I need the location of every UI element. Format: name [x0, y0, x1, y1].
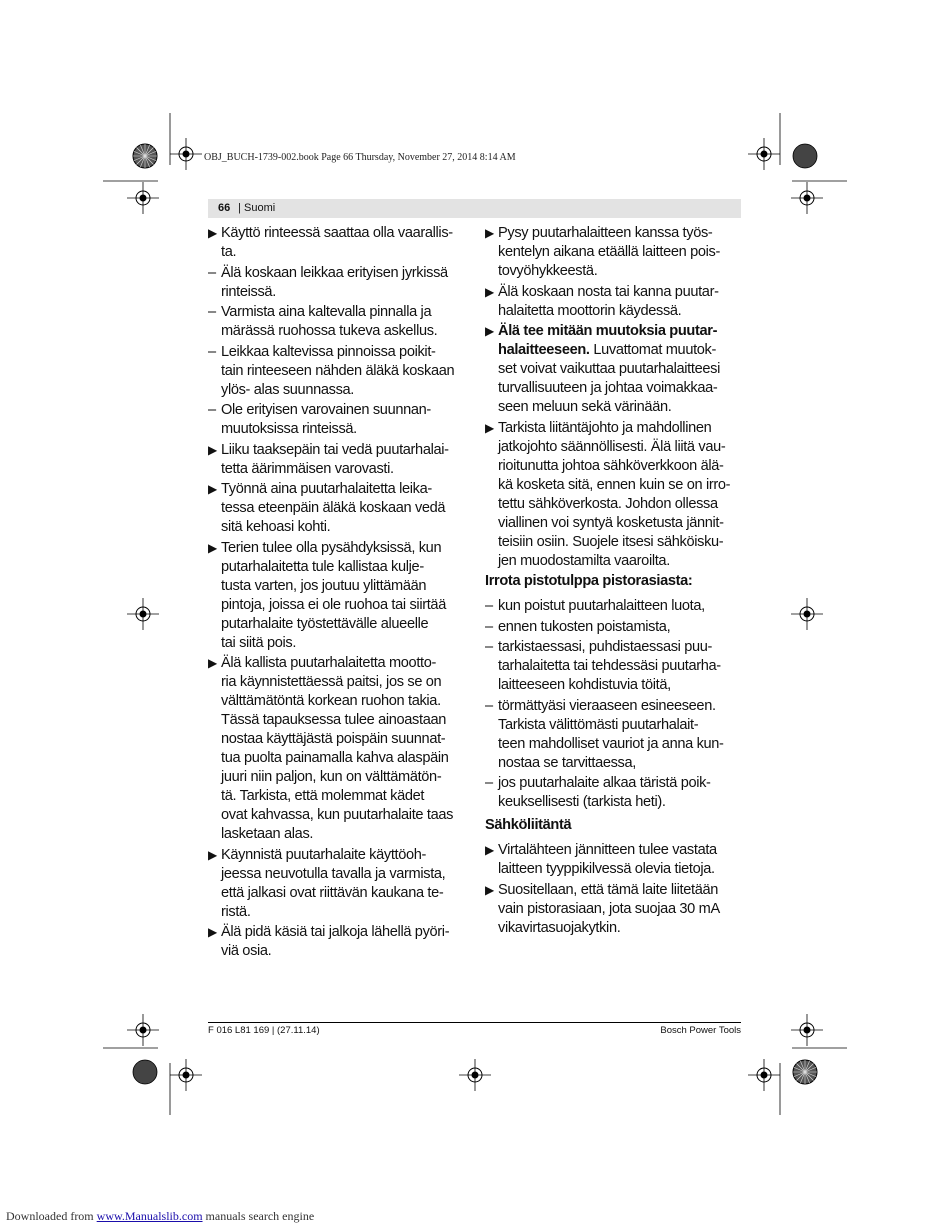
section-heading-electrical: Sähköliitäntä — [485, 817, 572, 833]
item-text — [221, 402, 431, 437]
right-list-item — [485, 224, 747, 281]
item-body: Suositellaan, että tämä laite liitetään vain pistorasiaan, jota suojaa 30 mA vikavirtasuojakytkin. — [498, 881, 720, 936]
left-list-item — [208, 539, 470, 653]
item-text — [221, 481, 445, 535]
arrow-bullet-icon: ▶ — [208, 442, 217, 457]
item-body: Käynnistä puutarhalaite käyttöoh- jeessa neuvotulla tavalla ja varmista, että jalkasi ovat riittävän kaukana te- ristä. — [221, 846, 446, 920]
dash-bullet: – — [208, 343, 216, 360]
left-list-item — [208, 654, 470, 844]
dash-bullet: – — [485, 697, 493, 714]
item-body: Pysy puutarhalaitteen kanssa työs- kentelyn aikana etäällä laitteen pois- tovyöhykkeestä. — [498, 225, 720, 279]
item-body: Virtalähteen jännitteen tulee vastata laitteen tyyppikilvessä olevia tietoja. — [498, 842, 717, 877]
dash-bullet: – — [208, 264, 216, 281]
footer-rule — [208, 1022, 741, 1023]
left-list-item — [208, 441, 470, 479]
item-body: Älä pidä käsiä tai jalkoja lähellä pyöri- viä osia. — [221, 924, 450, 959]
dash-bullet: – — [485, 775, 493, 791]
arrow-bullet-icon: ▶ — [208, 656, 217, 670]
file-slug: OBJ_BUCH-1739-002.book Page 66 Thursday, November 27, 2014 8:14 AM — [204, 152, 516, 163]
item-text — [221, 540, 446, 651]
item-body: Älä kallista puutarhalaitetta mootto- ria käynnistettäessä paitsi, jos se on välttämätöntä korkean ruohon takia. Tässä tapauksessa tulee ainoastaan nostaa käyttäjästä poispäin suunnat- tua puolta painamalla kahva alaspäin juuri niin paljon, kun on välttämätön- tä. Tarkista, että molemmat kädet ovat kahvassa, kun puutarhalaite taas lasketaan alas. — [221, 655, 454, 842]
left-list-item — [208, 480, 470, 537]
arrow-bullet-icon: ▶ — [485, 284, 494, 299]
left-list-item — [208, 343, 470, 400]
download-prefix: Downloaded from — [6, 1209, 97, 1223]
item-body: Älä koskaan leikkaa erityisen jyrkissä rinteissä. — [221, 264, 448, 300]
dash-bullet: – — [208, 304, 216, 320]
arrow-bullet-icon: ▶ — [485, 882, 494, 897]
dash-bullet: – — [485, 639, 493, 655]
item-text — [498, 619, 670, 635]
item-text — [498, 639, 721, 693]
unplug-list-item — [485, 697, 747, 773]
arrow-bullet-icon: ▶ — [208, 540, 217, 555]
left-list-item — [208, 923, 470, 961]
manualslib-link[interactable]: www.Manualslib.com — [96, 1209, 203, 1223]
left-list-item — [208, 224, 470, 262]
item-body: Älä koskaan nosta tai kanna puutar- halaitetta moottorin käydessä. — [498, 283, 719, 319]
language-label: Suomi — [244, 202, 276, 214]
item-body: Terien tulee olla pysähdyksissä, kun putarhalaitetta tule kallistaa kulje- tusta varten, jos joutuu ylittämään pintoja, joissa ei ole ruohoa tai siirtää putarhalaite työstettävälle alueelle tai siitä pois. — [221, 539, 446, 651]
item-body: Leikkaa kaltevissa pinnoissa poikit- tain rinteeseen nähden äläkä koskaan ylös- alas suunnassa. — [221, 343, 455, 398]
arrow-bullet-icon: ▶ — [485, 843, 494, 857]
item-body: Tarkista liitäntäjohto ja mahdollinen jatkojohto säännöllisesti. Älä liitä vau- rioitunutta johtoa sähköverkkoon älä- kä kosketa sitä, ennen kuin se on irro- tettu sähköverkosta. Johdon ollessa viallinen voi syntyä kosketusta jännit- teisiin osiin. Suojele itsesi sähköisku- jen muodostamilta vaaroilta. — [498, 419, 731, 569]
dash-bullet: – — [485, 618, 493, 635]
item-text — [498, 420, 730, 569]
item-body: Ole erityisen varovainen suunnan- muutoksissa rinteissä. — [221, 402, 431, 437]
download-note — [6, 1209, 314, 1224]
arrow-bullet-icon: ▶ — [485, 226, 494, 240]
item-text — [221, 304, 437, 339]
dash-bullet: – — [208, 402, 216, 418]
item-text — [498, 225, 720, 279]
left-column — [208, 224, 470, 963]
download-suffix: manuals search engine — [202, 1209, 315, 1223]
unplug-list-item — [485, 597, 747, 616]
electrical-list-item — [485, 841, 747, 879]
arrow-bullet-icon: ▶ — [485, 324, 494, 338]
arrow-bullet-icon: ▶ — [208, 847, 217, 862]
item-body: kun poistut puutarhalaitteen luota, — [498, 598, 705, 614]
section-heading-unplug: Irrota pistotulppa pistorasiasta: — [485, 573, 693, 589]
right-column — [485, 224, 747, 939]
item-text — [498, 882, 720, 936]
item-text — [498, 323, 720, 415]
unplug-list-item — [485, 638, 747, 695]
item-text — [221, 344, 454, 398]
unplug-list-item — [485, 618, 747, 637]
item-text — [221, 655, 453, 842]
header-separator: | — [238, 202, 241, 214]
unplug-list-item — [485, 774, 747, 812]
footer-doc-number: F 016 L81 169 | (27.11.14) — [208, 1025, 320, 1036]
item-body: törmättyäsi vieraaseen esineeseen. Tarkista välittömästi puutarhalait- teen mahdolliset vauriot ja anna kun- nostaa se tarvittaessa, — [498, 697, 724, 771]
left-list-item — [208, 303, 470, 341]
electrical-list-item — [485, 881, 747, 938]
right-list-item — [485, 322, 747, 417]
arrow-bullet-icon: ▶ — [208, 226, 217, 240]
item-text — [221, 924, 449, 959]
item-bold-lead: Älä tee mitään muutoksia puutar- halaitteeseen. — [498, 323, 718, 358]
page-header — [208, 199, 741, 218]
item-body: tarkistaessasi, puhdistaessasi puu- tarhalaitetta tai tehdessäsi puutarha- laitteeseen kohdistuvia töitä, — [498, 639, 721, 693]
item-body: ennen tukosten poistamista, — [498, 618, 671, 635]
arrow-bullet-icon: ▶ — [485, 420, 494, 435]
item-text — [221, 442, 449, 477]
arrow-bullet-icon: ▶ — [208, 925, 217, 939]
item-body: jos puutarhalaite alkaa täristä poik- keuksellisesti (tarkista heti). — [498, 775, 711, 810]
item-text — [498, 598, 705, 614]
item-text — [221, 225, 453, 260]
item-text — [221, 847, 445, 920]
right-list-item — [485, 419, 747, 571]
item-body: Liiku taaksepäin tai vedä puutarhalai- tetta äärimmäisen varovasti. — [221, 441, 449, 477]
item-body: Varmista aina kaltevalla pinnalla ja märässä ruohossa tukeva askellus. — [221, 304, 438, 339]
left-list-item — [208, 401, 470, 439]
left-list-item — [208, 846, 470, 922]
item-body: Luvattomat muutok- set voivat vaikuttaa puutarhalaitteesi turvallisuuteen ja johtaa voimakkaa- seen meluun sekä värinään. — [498, 342, 720, 415]
right-list-item — [485, 283, 747, 321]
item-text — [498, 284, 719, 319]
item-body: Käyttö rinteessä saattaa olla vaarallis- ta. — [221, 225, 453, 260]
item-body: Työnnä aina puutarhalaitetta leika- tessa eteenpäin äläkä koskaan vedä sitä kehoasi kohti. — [221, 481, 446, 535]
page-number: 66 — [218, 202, 231, 214]
item-text — [498, 698, 724, 771]
item-text — [221, 265, 448, 300]
item-text — [498, 775, 711, 810]
item-text — [498, 842, 717, 877]
dash-bullet: – — [485, 598, 493, 614]
footer-brand: Bosch Power Tools — [660, 1025, 741, 1036]
arrow-bullet-icon: ▶ — [208, 482, 217, 496]
left-list-item — [208, 264, 470, 302]
